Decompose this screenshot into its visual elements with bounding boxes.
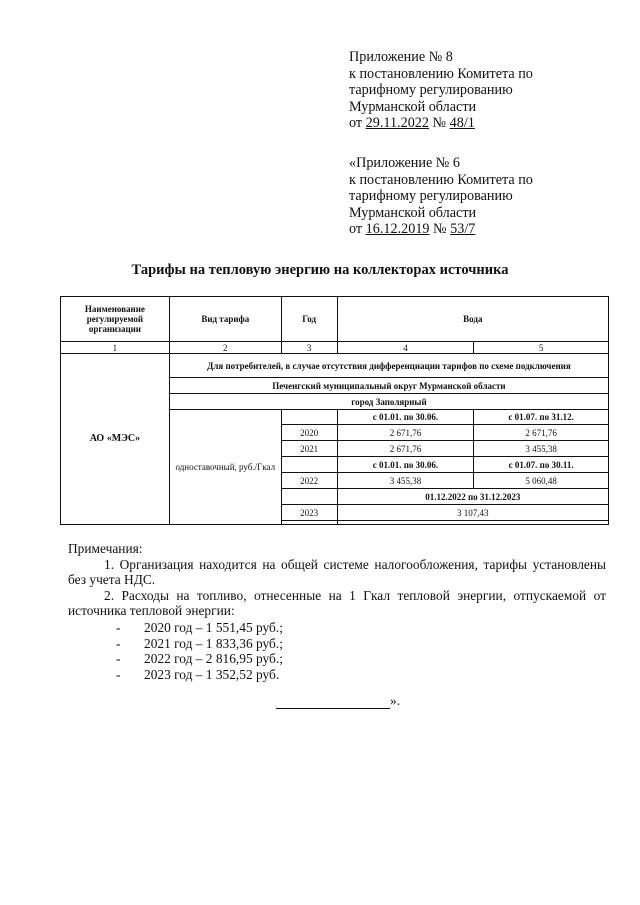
- value-cell: 5 060,48: [474, 473, 609, 489]
- table-header-row: [61, 297, 609, 342]
- number-prefix: №: [429, 221, 451, 238]
- empty-year-cell: [281, 457, 337, 473]
- table-row: [61, 354, 609, 378]
- col-number: 2: [169, 342, 281, 354]
- value-cell: 2 671,76: [337, 441, 474, 457]
- date-prefix: от: [349, 221, 366, 238]
- note-item-1: 1. Организация находится на общей системе налогообложения, тарифы установлены без учета НДС.: [68, 556, 606, 587]
- appendix-date: 29.11.2022: [365, 115, 429, 132]
- list-item: [116, 651, 283, 667]
- period-h1: с 01.01. по 30.06.: [337, 410, 474, 425]
- column-number-row: [61, 342, 609, 354]
- appendix-line: «Приложение № 6: [349, 155, 460, 171]
- closing-quote: ».: [390, 693, 401, 708]
- appendix-date-line: [349, 115, 619, 132]
- fuel-cost: 2022 год – 2 816,95 руб.;: [144, 651, 283, 666]
- list-dash: -: [116, 620, 121, 635]
- period-dec: 01.12.2022 по 31.12.2023: [337, 489, 608, 505]
- organization-cell: АО «МЭС»: [61, 354, 170, 525]
- list-item: [116, 667, 283, 683]
- year-cell: 2020: [281, 425, 337, 441]
- date-prefix: от: [349, 115, 366, 132]
- signature-line: [276, 696, 390, 709]
- value-cell: 2 671,76: [474, 425, 609, 441]
- appendix-line: Приложение № 8: [349, 49, 453, 65]
- consumers-row: Для потребителей, в случае отсутствия дифференциации тарифов по схеме подключения: [169, 354, 608, 378]
- document-title: Тарифы на тепловую энергию на коллекторах источника: [131, 262, 509, 278]
- number-prefix: №: [428, 115, 450, 132]
- list-dash: -: [116, 666, 121, 682]
- list-dash: -: [116, 635, 121, 651]
- note-item-2: 2. Расходы на топливо, отнесенные на 1 Гкал тепловой энергии, отпускаемой от источника тепловой энергии:: [68, 587, 606, 618]
- appendix-line: Мурманской области: [349, 98, 477, 115]
- list-dash: -: [116, 651, 121, 666]
- col-number: 4: [337, 342, 474, 354]
- period-2022-h2: с 01.07. по 30.11.: [474, 457, 609, 473]
- appendix-number: 53/7: [450, 221, 476, 238]
- tariff-kind-cell: одноставочный, руб./Гкал: [169, 410, 281, 525]
- appendix-number: 48/1: [449, 115, 475, 132]
- fuel-cost: 2020 год – 1 551,45 руб.;: [144, 620, 283, 635]
- appendix-header-original: [349, 155, 619, 238]
- list-item: [116, 620, 283, 636]
- notes-heading: Примечания:: [68, 541, 143, 556]
- empty-cell: [337, 521, 608, 525]
- appendix-header-current: [349, 49, 619, 132]
- empty-cell: [281, 521, 337, 525]
- fuel-cost: 2021 год – 1 833,36 руб.;: [144, 635, 283, 651]
- year-cell: 2023: [281, 505, 337, 521]
- list-item: [116, 636, 283, 652]
- value-cell: 3 107,43: [337, 505, 608, 521]
- district-row: Печенгский муниципальный округ Мурманской области: [169, 378, 608, 394]
- header-year: Год: [281, 297, 337, 342]
- appendix-line: тарифному регулированию: [349, 82, 513, 99]
- town-row: город Заполярный: [169, 394, 608, 410]
- appendix-line: тарифному регулированию: [349, 188, 513, 205]
- col-number: 1: [61, 342, 170, 354]
- period-h2: с 01.07. по 31.12.: [474, 410, 609, 425]
- value-cell: 2 671,76: [337, 425, 474, 441]
- appendix-line: к постановлению Комитета по: [349, 171, 533, 188]
- appendix-date-line: [349, 221, 619, 238]
- notes: [68, 541, 606, 619]
- col-number: 3: [281, 342, 337, 354]
- year-cell: 2022: [281, 473, 337, 489]
- appendix-date: 16.12.2019: [365, 221, 430, 238]
- value-cell: 3 455,38: [337, 473, 474, 489]
- empty-year-cell: [281, 410, 337, 425]
- fuel-cost-list: [116, 620, 283, 682]
- closing-line: [276, 693, 400, 709]
- fuel-cost: 2023 год – 1 352,52 руб.: [144, 666, 280, 682]
- header-tariff-type: Вид тарифа: [169, 297, 281, 342]
- tariff-table: [60, 296, 609, 525]
- value-cell: 3 455,38: [474, 441, 609, 457]
- appendix-line: Мурманской области: [349, 204, 477, 221]
- header-water: Вода: [337, 297, 608, 342]
- col-number: 5: [474, 342, 609, 354]
- year-cell: 2021: [281, 441, 337, 457]
- empty-year-cell: [281, 489, 337, 505]
- appendix-line: к постановлению Комитета по: [349, 65, 533, 82]
- period-2022-h1: с 01.01. по 30.06.: [337, 457, 474, 473]
- header-org: Наименование регулируемой организации: [61, 297, 170, 342]
